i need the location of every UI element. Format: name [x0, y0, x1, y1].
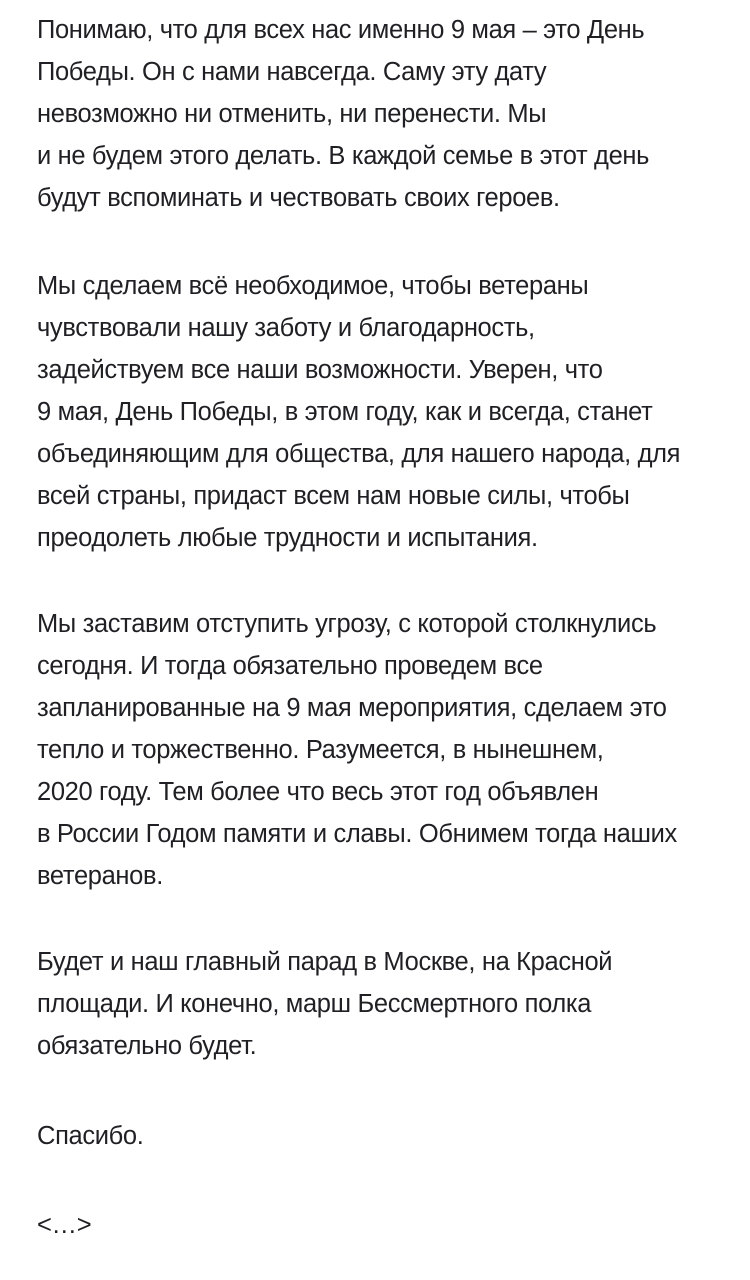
text-line: Спасибо. [37, 1122, 144, 1150]
text-line: сегодня. И тогда обязательно проведем все [37, 652, 543, 680]
paragraph-ellipsis [37, 1204, 91, 1246]
text-line: Мы сделаем всё необходимое, чтобы ветераны [37, 272, 589, 300]
text-line: всей страны, придаст всем нам новые силы, чтобы [37, 482, 630, 510]
text-line: обязательно будет. [37, 1032, 257, 1060]
text-line: объединяющим для общества, для нашего народа, для [37, 440, 681, 468]
text-line: задействуем все наши возможности. Уверен, что [37, 356, 603, 384]
text-line: Понимаю, что для всех нас именно 9 мая – это День [37, 16, 645, 44]
text-line: Победы. Он с нами навсегда. Саму эту дату [37, 58, 547, 86]
text-line: и не будем этого делать. В каждой семье в этот день [37, 142, 650, 170]
text-line: невозможно ни отменить, ни перенести. Мы [37, 100, 547, 128]
paragraph-veterans-care [37, 265, 680, 559]
text-line: в России Годом памяти и славы. Обнимем тогда наших [37, 820, 677, 848]
text-line: запланированные на 9 мая мероприятия, сделаем это [37, 694, 667, 722]
paragraph-parade [37, 941, 612, 1067]
paragraph-threat [37, 603, 677, 897]
text-line: будут вспоминать и чествовать своих героев. [37, 184, 560, 212]
text-line: ветеранов. [37, 862, 163, 890]
text-line: 9 мая, День Победы, в этом году, как и всегда, станет [37, 398, 653, 426]
text-line: чувствовали нашу заботу и благодарность, [37, 314, 535, 342]
text-line: площади. И конечно, марш Бессмертного полка [37, 990, 592, 1018]
text-line: Будет и наш главный парад в Москве, на Красной [37, 948, 613, 976]
text-line: 2020 году. Тем более что весь этот год объявлен [37, 778, 599, 806]
text-line: преодолеть любые трудности и испытания. [37, 524, 538, 552]
paragraph-thanks [37, 1115, 143, 1157]
text-line: тепло и торжественно. Разумеется, в нынешнем, [37, 736, 604, 764]
paragraph-victory-day [37, 9, 649, 219]
text-line: <…> [37, 1211, 92, 1239]
text-line: Мы заставим отступить угрозу, с которой столкнулись [37, 610, 657, 638]
